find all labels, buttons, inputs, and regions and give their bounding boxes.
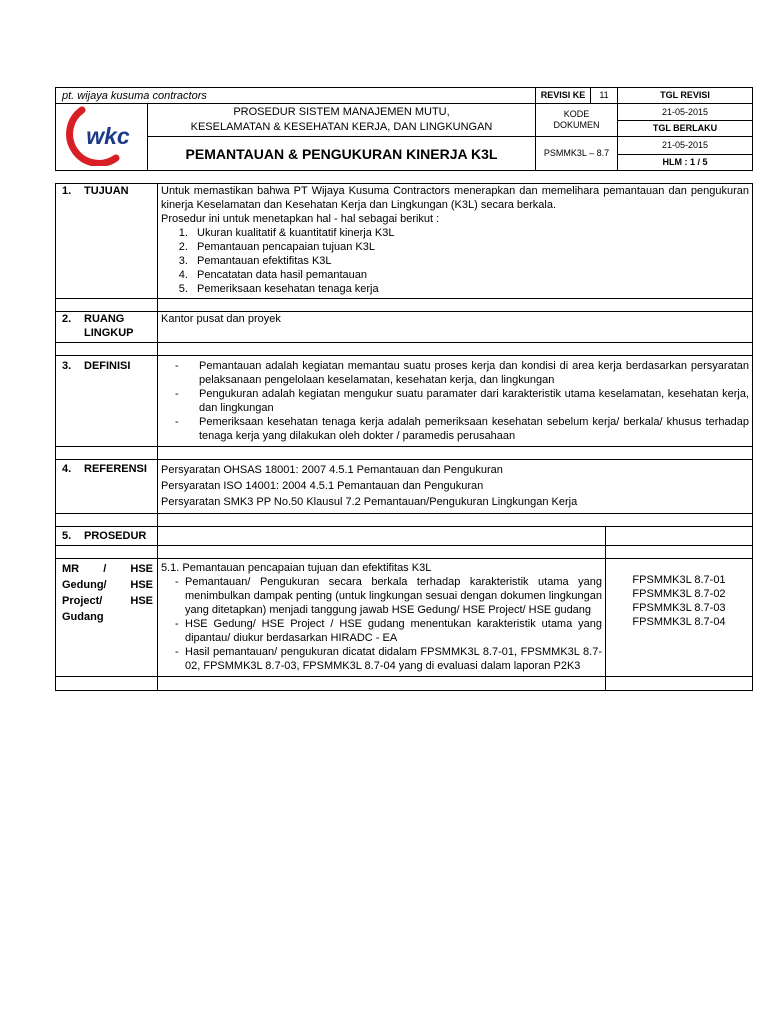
procedure-line-1: PROSEDUR SISTEM MANAJEMEN MUTU, <box>233 106 450 118</box>
section-content <box>158 356 753 447</box>
form-code: FPSMMK3L 8.7-01 <box>632 574 726 586</box>
section-tujuan <box>56 184 753 299</box>
section-definisi <box>56 356 753 447</box>
section-content: Kantor pusat dan proyek <box>158 312 753 343</box>
form-code: FPSMMK3L 8.7-03 <box>632 602 726 614</box>
section-label: 4. REFERENSI <box>56 460 158 514</box>
list-item: 5. Pemeriksaan kesehatan tenaga kerja <box>191 282 749 296</box>
definisi-list <box>161 359 749 443</box>
spacer-row <box>56 299 753 312</box>
revisi-label: REVISI KE <box>536 88 591 104</box>
section-prosedur <box>56 527 753 546</box>
tujuan-list <box>161 226 749 296</box>
section-referensi <box>56 460 753 514</box>
list-item: 4. Pencatatan data hasil pemantauan <box>191 268 749 282</box>
kode-label: KODE DOKUMEN <box>536 104 618 137</box>
list-item: - Pemeriksaan kesehatan tenaga kerja adalah pemeriksaan kesehatan sebelum kerja/ berkala/ khusus terhadap tenaga kerja yang dilakukan oleh dokter / paramedis perusahaan <box>175 416 749 442</box>
form-references <box>606 559 753 677</box>
spacer-row <box>56 447 753 460</box>
list-item: - Pemantauan/ Pengukuran secara berkala terhadap karakteristik utama yang menimbulkan dampak penting (untuk lingkungan sesuai dengan dokumen lingkungan yang ditetapkan) menjadi tanggung jawab HSE Gedung/ HSE Project/ HSE gudang <box>175 576 602 616</box>
prosedur-content <box>158 559 606 677</box>
referensi-line: Persyaratan ISO 14001: 2004 4.5.1 Pemantauan dan Pengukuran <box>161 480 484 492</box>
procedure-line-2: KESELAMATAN & KESEHATAN KERJA, DAN LINGKUNGAN <box>190 121 493 133</box>
page-number: HLM : 1 / 5 <box>618 155 753 171</box>
list-item: - Hasil pemantauan/ pengukuran dicatat didalam FPSMMK3L 8.7-01, FPSMMK3L 8.7-02, FPSMMK3L 8.7-03, FPSMMK3L 8.7-04 yang di evaluasi dalam laporan P2K3 <box>175 646 602 672</box>
tujuan-lead: Prosedur ini untuk menetapkan hal - hal sebagai berikut : <box>161 213 440 225</box>
tgl-revisi-label: TGL REVISI <box>618 88 753 104</box>
document-header <box>55 87 753 171</box>
list-item: - Pemantauan adalah kegiatan memantau suatu proses kerja dan kondisi di area kerja berdasarkan persyaratan pelaksanaan pengelolaan keselamatan, kesehatan kerja, dan lingkungan <box>175 360 749 386</box>
revisi-value: 11 <box>591 88 618 104</box>
section-content <box>158 460 753 514</box>
form-code: FPSMMK3L 8.7-04 <box>632 616 726 628</box>
list-item: 2. Pemantauan pencapaian tujuan K3L <box>191 240 749 254</box>
document-title: PEMANTAUAN & PENGUKURAN KINERJA K3L <box>148 137 536 171</box>
referensi-line: Persyaratan OHSAS 18001: 2007 4.5.1 Pemantauan dan Pengukuran <box>161 464 503 476</box>
section-label: 3. DEFINISI <box>56 356 158 447</box>
spacer-row <box>56 677 753 691</box>
tgl-berlaku-label: TGL BERLAKU <box>618 121 753 137</box>
form-code: FPSMMK3L 8.7-02 <box>632 588 726 600</box>
referensi-line: Persyaratan SMK3 PP No.50 Klausul 7.2 Pemantauan/Pengukuran Lingkungan Kerja <box>161 496 578 508</box>
list-item: 1. Ukuran kualitatif & kuantitatif kinerja K3L <box>191 226 749 240</box>
kode-value: PSMMK3L – 8.7 <box>536 137 618 171</box>
procedure-title <box>148 104 536 137</box>
tujuan-intro: Untuk memastikan bahwa PT Wijaya Kusuma Contractors menerapkan dan memelihara pemantauan dan pengukuran kinerja Keselamatan dan Kesehatan Kerja dan Lingkungan (K3L) secara berkala. <box>161 185 749 211</box>
section-label: 2. RUANG LINGKUP <box>56 312 158 343</box>
spacer-row <box>56 343 753 356</box>
logo-text: wkc <box>85 123 130 149</box>
list-item: 3. Pemantauan efektifitas K3L <box>191 254 749 268</box>
section-label: 1. TUJUAN <box>56 184 158 299</box>
section-ruang-lingkup <box>56 312 753 343</box>
list-item: - HSE Gedung/ HSE Project / HSE gudang menentukan karakteristik utama yang dipantau/ diukur berdasarkan HIRADC - EA <box>175 618 602 644</box>
procedure-body <box>55 183 753 691</box>
step-title: 5.1. Pemantauan pencapaian tujuan dan efektifitas K3L <box>161 562 432 574</box>
step-list <box>161 575 602 673</box>
tgl-revisi-value: 21-05-2015 <box>618 104 753 121</box>
spacer-row <box>56 514 753 527</box>
logo-cell <box>56 104 148 171</box>
tgl-berlaku-value: 21-05-2015 <box>618 137 753 155</box>
prosedur-step-row <box>56 559 753 677</box>
spacer-row <box>56 546 753 559</box>
actor-label: MR / HSE Gedung/ HSE Project/ HSE Gudang <box>56 559 158 677</box>
section-content <box>158 184 753 299</box>
section-label: 5. PROSEDUR <box>56 527 158 546</box>
company-name: pt. wijaya kusuma contractors <box>56 88 536 104</box>
wkc-logo-icon <box>60 104 144 166</box>
list-item: - Pengukuran adalah kegiatan mengukur suatu paramater dari karakteristik utama keselamatan, kesehatan kerja, dan lingkungan <box>175 388 749 414</box>
